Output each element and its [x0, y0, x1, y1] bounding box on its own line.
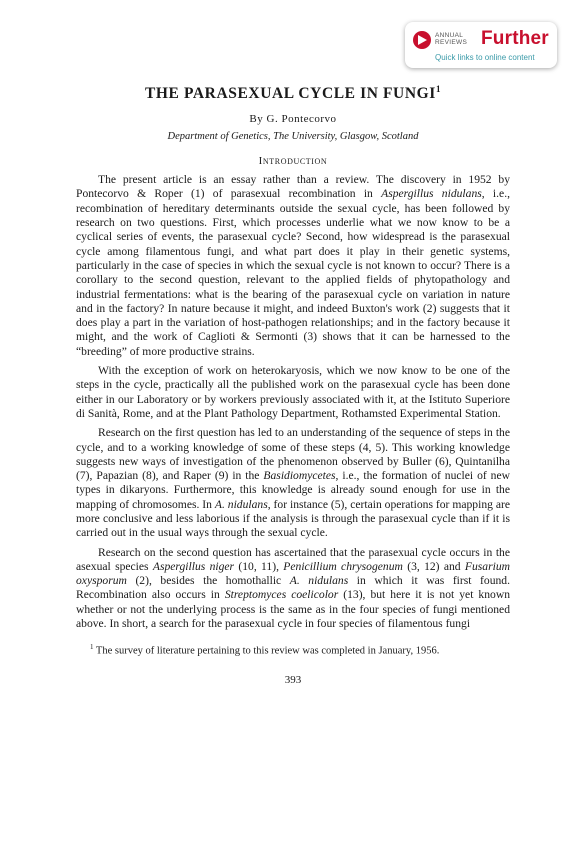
annual-reviews-play-icon: [413, 31, 431, 49]
further-label[interactable]: Further: [481, 28, 549, 49]
author-line: By G. Pontecorvo: [249, 113, 337, 126]
footnote: $^1$ The survey of literature pertaining to this review was completed in January, 1956.: [90, 643, 440, 657]
paragraph-3: Research on the first question has led to an understanding of the sequence of steps in the cycle, and to a working knowledge of some of these steps (4, 5). This working knowledge suggests new ways of investigation of the phenomenon observed by Buller (6), Quintanilha (7), Papazian (8), and Raper (9) in the Basidiomycetes, i.e., the formation of nuclei of new types in dikaryons. Furthermore, this knowledge is already sound enough for use in the mapping of chromosomes. In A. nidulans, for instance (5), certain operations for mapping are more conclusive and less laborious if the analysis is through the parasexual cycle than if it is carried out in the usual ways through the sexual cycle.: [76, 426, 511, 540]
further-badge[interactable]: [405, 22, 557, 68]
annual-reviews-wordmark: ANNUAL REVIEWS: [435, 32, 468, 46]
author-affiliation: Department of Genetics, The University, Glasgow, Scotland: [167, 131, 419, 143]
paragraph-4: Research on the second question has ascertained that the parasexual cycle occurs in the asexual species Aspergillus niger (10, 11), Penicillium chrysogenum (3, 12) and Fusarium oxysporum (2), besides the homothallic A. nidulans in which it was first found. Recombination also occurs in Streptomyces coelicolor (13), but here it is not yet known whether or not the underlying process is the same as in the four species of fungi mentioned above. In short, a search for the parasexual cycle in four species of filamentous fungi: [76, 545, 510, 631]
paragraph-1: The present article is an essay rather than a review. The discovery in 1952 by Pontecorvo & Roper (1) of parasexual recombination in Aspergillus nidulans, i.e., recombination of hereditary determinants outside the sexual cycle, has been followed by research on two questions. First, which processes underlie what we now know to be a cyclical series of events, the parasexual cycle? Second, how widespread is the parasexual cycle among filamentous fungi, and what part does it play in their genetic systems, particularly in the case of species in which the sexual cycle is not known to occur? There is a corollary to the second question, relevant to the applied fields of phytopathology and industrial fermentations: what is the bearing of the parasexual cycle on variation in nature and in the factory? In nature because it might, and indeed Buxton's work (2) suggests that it does play a part in the variation of host-pathogen relationships; and in the factory because it might, and the work of Caglioti & Sermonti (3) shows that it can be harnessed to the “breeding” of more productive strains.: [76, 173, 510, 358]
title-footnote-mark: 1: [435, 84, 442, 94]
further-subtitle[interactable]: Quick links to online content: [435, 53, 535, 62]
article-page: [76, 80, 510, 686]
page-number: 393: [284, 673, 302, 686]
section-heading: Introduction: [258, 155, 328, 168]
paragraph-2: With the exception of work on heterokaryosis, which we now know to be one of the steps in the cycle, practically all the published work on the parasexual cycle has been done either in our Laboratory or by workers previously associated with it, at the Istituto Superiore di Sanità, Rome, and at the Plant Pathology Department, Rothamsted Experimental Station.: [76, 364, 510, 420]
article-title: THE PARASEXUAL CYCLE IN FUNGI$^1$: [144, 84, 442, 103]
